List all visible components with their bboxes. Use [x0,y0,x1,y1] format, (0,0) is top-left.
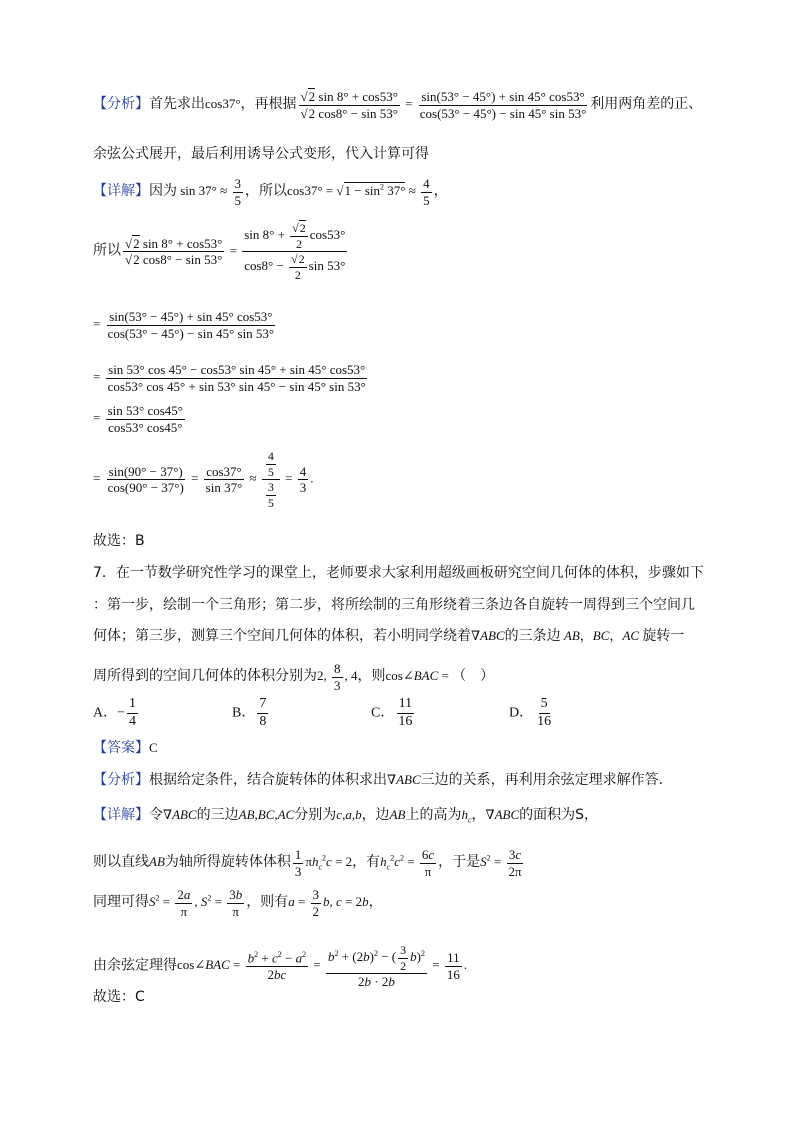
math-s2: $S^2$ = $\frac{3c}{2\pi}$ [480,847,522,879]
text: 何体；第三步，测算三个空间几何体的体积，若小明同学绕着 [93,628,471,644]
q7-answer [93,741,158,755]
option-d[interactable] [509,697,555,729]
math-ab: AB [149,854,165,870]
text: 由余弦定理得 [93,957,177,974]
math-cos-bac: cos∠BAC = [385,668,453,684]
text: 的面积为S， [519,807,599,823]
math-cos37: cos37° [205,96,241,112]
q6-answer: 故选：B [93,533,145,549]
answer-value: C [149,740,158,755]
q7-detail-line-3 [93,888,383,918]
option-num: 7 [257,697,268,714]
q6-step-4: = $\frac{\sin 53^\circ \cos 45^\circ}{\cos 53^\circ \cos 45^\circ}$ [93,403,183,435]
math-step-1: $\frac{√2 \sin 8^\circ + \cos 53^\circ}{√2 \cos 8^\circ - \sin 53^\circ}$ = sin 8° + $\frac{√2}{2}$ cos53° cos8° − $\frac{√2}{2}$ sin 53° [125,221,346,282]
math-a-c: a = $\frac{3}{2}$ b, c = 2b [288,887,369,919]
math-triangle-abc: ∇ABC [387,772,421,787]
option-den: 4 [129,713,137,729]
text: 周所得到的空间几何体的体积分别为 [93,668,317,685]
text: 旋转一 [642,628,685,644]
q7-stem-line-3 [93,629,684,643]
text: ，边 [361,807,390,823]
option-b[interactable] [232,697,270,729]
option-label: A． [93,705,118,721]
math-triangle-abc: ∇ABC [163,807,197,822]
text: ， [433,183,448,200]
text: 的三条边 [504,628,561,644]
option-num: 5 [539,697,550,714]
text: 所以 [93,242,121,259]
q7-stem-line-4 [93,662,494,692]
option-label: C． [371,705,395,721]
option-c[interactable] [371,697,416,729]
q7-final-answer: 故选：C [93,989,145,1005]
text: 利用两角差的正、 [590,96,703,113]
q6-detail-line-1 [93,177,448,207]
text: ，于是 [438,854,481,871]
text: （ ） [452,668,495,685]
text: 的三边 [196,807,239,823]
text: 为轴所得旋转体体积 [164,854,291,871]
text: 因为 [149,183,177,200]
q6-analysis-line-2: 余弦公式展开，最后利用诱导公式变形，代入计算可得 [93,146,429,162]
option-num: 1 [127,697,138,714]
text: ， [471,807,486,823]
option-a[interactable] [93,697,140,729]
option-label: B． [232,705,256,721]
option-den: 16 [398,713,413,729]
math-volume-formula: $\frac{1}{3}$ $\pi h_c^2c = 2$ [294,847,353,879]
text: 首先求出 [149,96,205,113]
text: ， [368,894,383,911]
q7-detail-line-4 [93,944,467,989]
option-den: 8 [259,713,267,729]
text: 根据给定条件，结合旋转体的体积求出 [149,772,387,788]
option-num: 11 [397,697,414,714]
q7-stem-line-2: ：第一步，绘制一个三角形；第二步，将所绘制的三角形绕着三条边各自旋转一周得到三个空间几 [93,597,695,613]
math-fraction-1: $\frac{√2 \sin 8^\circ + \cos 53^\circ}{√2 \cos 8^\circ - \sin 53^\circ}$ = $\frac{\sin(53^\circ - 45^\circ) + \sin 45^\circ \cos 53^\circ}{\cos(53^\circ - 45^\circ) - \sin 45^\circ \sin 53^\circ}$ [300,89,587,121]
q6-step-3: = $\frac{\sin 53^\circ \cos 45^\circ - \cos 53^\circ \sin 45^\circ + \sin 45^\circ \cos 53^\circ}{\cos 53^\circ \cos 45^\circ + \sin 53^\circ \sin 45^\circ - \sin 45^\circ \sin 53^\circ}$ [93,362,366,394]
detail-tag: 【详解】 [93,807,149,823]
text: ，则有 [246,894,289,911]
q7-analysis [93,773,663,787]
analysis-tag: 【分析】 [93,96,149,113]
math-triangle-abc: ∇ABC [471,628,505,643]
math-sides: AB,BC,AC [238,807,295,822]
text: 上的高为 [405,807,462,823]
math-volumes: 2, $\frac{8}{3}$ , 4 [317,661,358,693]
q6-analysis-line-1 [93,90,702,120]
q6-step-2: = $\frac{\sin(53^\circ - 45^\circ) + \sin 45^\circ \cos 53^\circ}{\cos(53^\circ - 45^\circ) - \sin 45^\circ \sin 53^\circ}$ [93,309,275,341]
detail-tag: 【详解】 [93,183,149,200]
option-label: D． [509,705,534,721]
math-sin37: sin 37° ≈ $\frac{3}{5}$ [177,176,242,208]
text: ，再根据 [240,96,297,113]
math-sides: AB，BC，AC [563,628,640,643]
math-triangle-abc: ∇ABC [485,807,520,822]
text: 同理可得 [93,894,149,911]
math-hc: $h_c$ [461,807,472,825]
option-den: 16 [537,713,552,729]
math-hc2c2: $h_c^2c^2$ = $\frac{6c}{\pi}$ [380,847,435,879]
analysis-tag: 【分析】 [93,772,149,788]
text: 分别为 [294,807,337,823]
q7-detail-line-1 [93,808,598,825]
q7-stem-line-1: 7．在一节数学研究性学习的课堂上，老师要求大家利用超级画板研究空间几何体的体积，步骤如下 [93,565,704,581]
text: 令 [149,807,163,823]
q6-step-5: = $\frac{\sin(90^\circ - 37^\circ)}{\cos(90^\circ - 37^\circ)}$ = $\frac{\cos 37^\circ}{\sin 37^\circ}$ ≈ $\frac{\frac{4}{5}}{\frac{3}{5}}$ = $\frac{4}{3}$ . [93,449,314,510]
q7-detail-line-2 [93,848,526,878]
math-cos37-value: $\cos 37^\circ = √1 - \sin^2 37^\circ$ ≈ $\frac{4}{5}$ [287,176,430,208]
answer-tag: 【答案】 [93,740,149,756]
text: ，所以 [245,183,288,200]
math-cosine-law: cos∠BAC = $\frac{b^2 + c^2 - a^2}{2bc}$ = $b^2 + (2b)^2$ − ( $\frac{3}{2}$ b)$^2$ 2b · 2b = $\frac{11}{16}$ . [177,943,468,990]
math-s2-others: $S^2$ = $\frac{2a}{\pi}$ , $S^2$ = $\frac{3b}{\pi}$ [149,887,243,919]
text: 三边的关系，再利用余弦定理求解作答. [420,772,664,788]
q6-detail-line-2 [93,222,349,281]
math-ab: AB [389,807,406,822]
text: ，则 [357,668,386,685]
text: 则以直线 [93,854,149,871]
option-sign: − [117,705,126,721]
text: ，有 [352,854,381,871]
math-cab: c,a,b [336,807,362,822]
